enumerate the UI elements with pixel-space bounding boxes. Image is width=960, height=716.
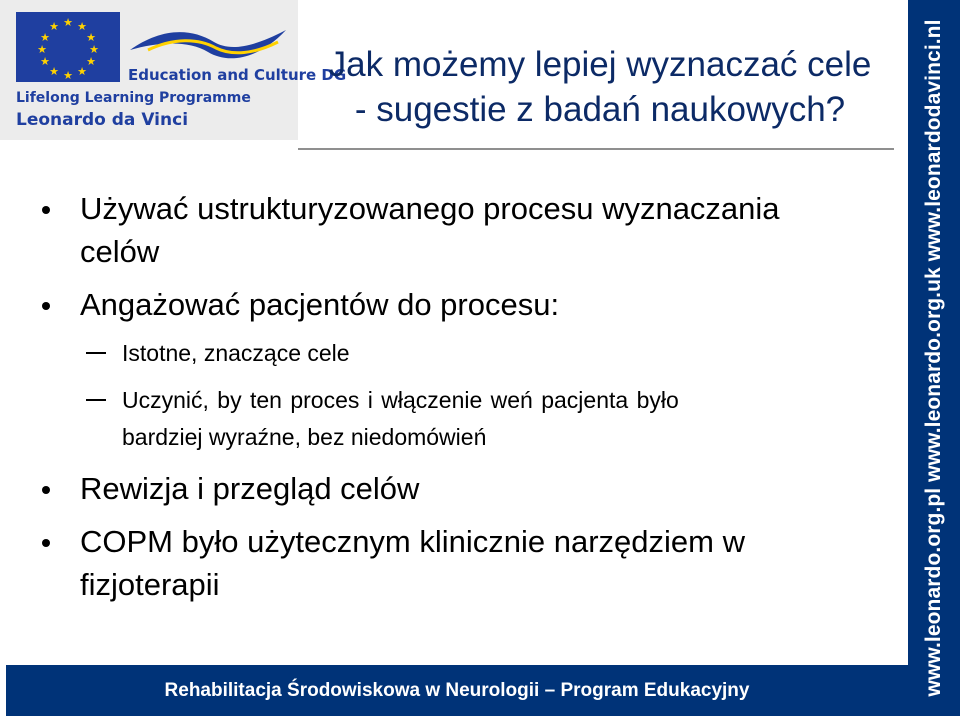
svg-text:★: ★: [86, 31, 96, 44]
title-line-1: Jak możemy lepiej wyznaczać cele: [328, 45, 872, 84]
svg-text:★: ★: [63, 69, 73, 82]
dg-label: Education and Culture DG: [128, 66, 347, 84]
title-line-2: - sugestie z badań naukowych?: [354, 90, 846, 129]
bullet-4-text: COPM było użytecznym klinicznie narzędziem w: [80, 524, 745, 559]
footer-bar: [6, 665, 908, 716]
sub-item-1: Istotne, znaczące cele: [122, 340, 350, 366]
svg-text:★: ★: [49, 65, 59, 78]
svg-text:★: ★: [77, 65, 87, 78]
dash-icon: [86, 352, 106, 354]
footer-text: Rehabilitacja Środowiskowa w Neurologii – Program Edukacyjny: [164, 680, 750, 701]
bullet-3-text: Rewizja i przegląd celów: [80, 471, 420, 506]
svg-text:★: ★: [89, 43, 99, 56]
swoosh-icon: [128, 20, 288, 64]
programme-label: Lifelong Learning Programme: [16, 90, 251, 106]
svg-text:★: ★: [63, 16, 73, 29]
bullet-2-text: Angażować pacjentów do procesu:: [80, 287, 560, 322]
side-band-urls: www.leonardo.org.pl www.leonardo.org.uk www.leonardodavinci.nl: [922, 19, 945, 697]
bullet-icon: [42, 539, 50, 547]
side-band: [908, 0, 960, 716]
sub-item-2-cont: bardziej wyraźne, bez niedomówień: [122, 424, 487, 450]
eu-flag-icon: [16, 12, 120, 82]
title-divider: [298, 148, 894, 150]
svg-text:★: ★: [40, 55, 50, 68]
svg-text:★: ★: [49, 20, 59, 33]
svg-text:★: ★: [37, 43, 47, 56]
bullet-1-text: Używać ustrukturyzowanego procesu wyznaczania: [80, 191, 780, 226]
leonardo-da-vinci-logo: [0, 0, 347, 140]
bullet-icon: [42, 302, 50, 310]
bullet-1-text-cont: celów: [80, 234, 160, 269]
bullet-icon: [42, 486, 50, 494]
bullet-icon: [42, 206, 50, 214]
programme-name: Leonardo da Vinci: [16, 110, 189, 130]
svg-text:★: ★: [40, 31, 50, 44]
sub-item-2: Uczynić, by ten proces i włączenie weń pacjenta było: [122, 387, 679, 413]
bullet-4-text-cont: fizjoterapii: [80, 567, 220, 602]
svg-text:★: ★: [77, 20, 87, 33]
svg-text:★: ★: [86, 55, 96, 68]
dash-icon: [86, 399, 106, 401]
slide-title: [300, 42, 900, 132]
